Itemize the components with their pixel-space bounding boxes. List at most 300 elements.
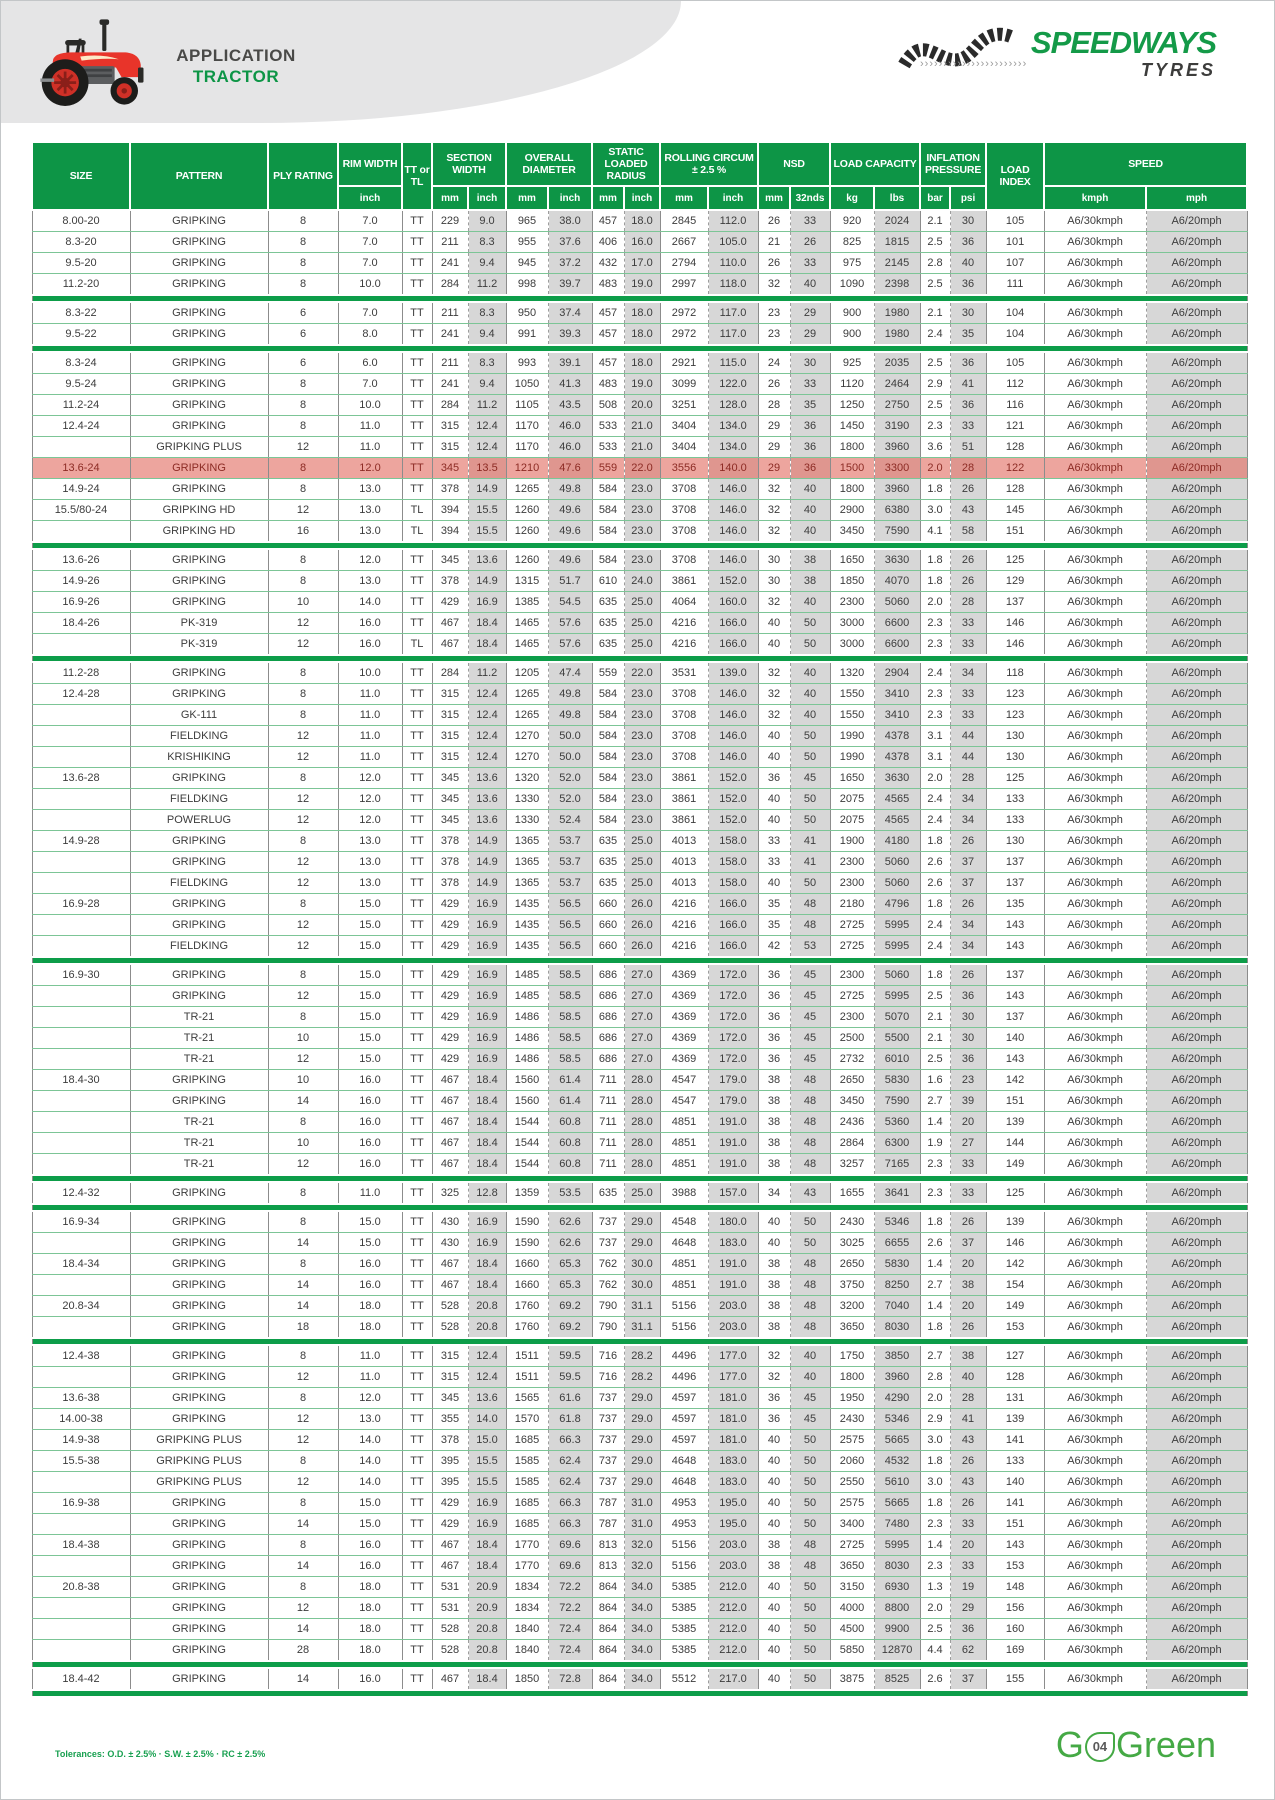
cell: 166.0 [708, 936, 758, 958]
cell: 378 [432, 831, 468, 852]
page-number: 04 [1092, 1739, 1108, 1754]
cell: 4597 [660, 1409, 708, 1430]
cell [32, 986, 130, 1007]
cell: 11.0 [338, 705, 402, 726]
cell: 5830 [874, 1254, 920, 1275]
cell: 116 [986, 395, 1044, 416]
cell: 50 [790, 873, 830, 894]
cell: 1435 [506, 936, 548, 958]
cell: 8030 [874, 1317, 920, 1339]
cell: 2.0 [920, 768, 950, 789]
cell: 711 [592, 1133, 624, 1154]
cell: 38 [758, 1275, 790, 1296]
cell: 191.0 [708, 1275, 758, 1296]
cell: 8 [268, 1254, 338, 1275]
cell: 3531 [660, 662, 708, 684]
cell: 2667 [660, 232, 708, 253]
cell: TT [402, 458, 432, 479]
cell: 813 [592, 1535, 624, 1556]
cell: 39.7 [548, 274, 592, 296]
unit-rim-inch: inch [338, 186, 402, 210]
cell: 14.9 [468, 571, 506, 592]
cell: A6/30kmph [1044, 705, 1146, 726]
cell: 34 [950, 789, 986, 810]
col-header-pattern: PATTERN [130, 142, 268, 210]
cell: 105 [986, 352, 1044, 374]
cell: 813 [592, 1556, 624, 1577]
cell: 12.4 [468, 705, 506, 726]
cell: 2.5 [920, 1049, 950, 1070]
cell: 1315 [506, 571, 548, 592]
cell: 12 [268, 1367, 338, 1388]
cell: GRIPKING [130, 1409, 268, 1430]
cell: 20.8 [468, 1296, 506, 1317]
cell: TR-21 [130, 1028, 268, 1049]
cell: 1570 [506, 1409, 548, 1430]
cell: 112.0 [708, 210, 758, 232]
cell: 13.0 [338, 831, 402, 852]
cell: 711 [592, 1070, 624, 1091]
cell: 2300 [830, 852, 874, 873]
cell: A6/30kmph [1044, 1514, 1146, 1535]
cell: A6/20mph [1146, 253, 1247, 274]
cell: TR-21 [130, 1154, 268, 1176]
cell: 152.0 [708, 789, 758, 810]
cell: 920 [830, 210, 874, 232]
cell: A6/30kmph [1044, 302, 1146, 324]
cell: 48 [790, 894, 830, 915]
cell: 16.9 [468, 1233, 506, 1254]
cell: 4378 [874, 726, 920, 747]
cell: 1770 [506, 1535, 548, 1556]
cell: 4597 [660, 1388, 708, 1409]
cell: 8 [268, 1345, 338, 1367]
cell: TT [402, 479, 432, 500]
cell: 1.8 [920, 1211, 950, 1233]
cell: 8.0 [338, 324, 402, 346]
cell: A6/20mph [1146, 324, 1247, 346]
cell: A6/20mph [1146, 1367, 1247, 1388]
cell: 33 [950, 1154, 986, 1176]
cell: 12 [268, 852, 338, 873]
cell: 16.0 [338, 613, 402, 634]
cell: 148 [986, 1577, 1044, 1598]
cell: 737 [592, 1409, 624, 1430]
cell: 9.4 [468, 253, 506, 274]
cell [32, 1233, 130, 1254]
cell: TT [402, 1233, 432, 1254]
table-row [32, 768, 1247, 789]
cell: 11.0 [338, 1345, 402, 1367]
cell: TT [402, 1493, 432, 1514]
cell: 1585 [506, 1451, 548, 1472]
cell: 2900 [830, 500, 874, 521]
cell: TL [402, 634, 432, 656]
cell: 50 [790, 1619, 830, 1640]
table-row [32, 1275, 1247, 1296]
cell [32, 1317, 130, 1339]
cell: 1990 [830, 726, 874, 747]
cell: 15.5 [468, 521, 506, 543]
cell: 4547 [660, 1091, 708, 1112]
cell: 7590 [874, 1091, 920, 1112]
cell: A6/30kmph [1044, 1668, 1146, 1690]
cell: 8 [268, 395, 338, 416]
cell: 25.0 [624, 592, 660, 613]
cell: 18.4 [468, 1254, 506, 1275]
cell: A6/20mph [1146, 274, 1247, 296]
cell: 241 [432, 324, 468, 346]
cell: 229 [432, 210, 468, 232]
cell: 2060 [830, 1451, 874, 1472]
cell: 16.0 [338, 1275, 402, 1296]
cell: 40 [758, 1233, 790, 1254]
cell: 30 [758, 571, 790, 592]
cell: 137 [986, 852, 1044, 873]
cell: 12 [268, 810, 338, 831]
cell: 508 [592, 395, 624, 416]
cell: 3641 [874, 1182, 920, 1204]
cell: 183.0 [708, 1233, 758, 1254]
cell: 36 [950, 352, 986, 374]
cell: 610 [592, 571, 624, 592]
cell: 2.7 [920, 1345, 950, 1367]
cell: 151 [986, 521, 1044, 543]
application-value: TRACTOR [192, 67, 280, 87]
cell: 27.0 [624, 1049, 660, 1070]
cell: 29 [758, 416, 790, 437]
cell: 40 [758, 726, 790, 747]
cell: 172.0 [708, 1049, 758, 1070]
cell: 146.0 [708, 549, 758, 571]
cell: 37 [950, 873, 986, 894]
cell: 16.9-28 [32, 894, 130, 915]
cell: 2.4 [920, 662, 950, 684]
cell: 2300 [830, 1007, 874, 1028]
unit-nsd-32nds: 32nds [790, 186, 830, 210]
cell: 72.2 [548, 1598, 592, 1619]
table-row [32, 1296, 1247, 1317]
cell: 1050 [506, 374, 548, 395]
cell: 8 [268, 571, 338, 592]
cell: 12.4 [468, 1367, 506, 1388]
cell: 9.4 [468, 374, 506, 395]
cell: 13.6 [468, 810, 506, 831]
cell: 635 [592, 873, 624, 894]
cell: 5385 [660, 1640, 708, 1662]
cell: 9900 [874, 1619, 920, 1640]
cell: 16.9-30 [32, 964, 130, 986]
cell: A6/20mph [1146, 592, 1247, 613]
cell: 14.0 [338, 1451, 402, 1472]
cell: 4378 [874, 747, 920, 768]
cell: 15.0 [338, 1233, 402, 1254]
cell: GRIPKING [130, 592, 268, 613]
cell: 686 [592, 1049, 624, 1070]
cell: A6/20mph [1146, 1211, 1247, 1233]
cell: A6/20mph [1146, 1556, 1247, 1577]
cell [32, 1028, 130, 1049]
cell: 18.0 [624, 210, 660, 232]
cell: GRIPKING PLUS [130, 1451, 268, 1472]
cell: 6655 [874, 1233, 920, 1254]
cell: 27.0 [624, 964, 660, 986]
cell: 16.9 [468, 964, 506, 986]
cell: 2.4 [920, 789, 950, 810]
cell: A6/30kmph [1044, 374, 1146, 395]
cell: A6/20mph [1146, 747, 1247, 768]
cell: 37 [950, 1668, 986, 1690]
cell: 13.6-26 [32, 549, 130, 571]
table-row [32, 1182, 1247, 1204]
cell: 3.1 [920, 726, 950, 747]
cell: 1685 [506, 1493, 548, 1514]
cell: 8 [268, 1535, 338, 1556]
cell: 24 [758, 352, 790, 374]
cell: 9.5-24 [32, 374, 130, 395]
cell: 15.0 [338, 986, 402, 1007]
cell: TR-21 [130, 1133, 268, 1154]
cell: 155 [986, 1668, 1044, 1690]
cell: 5156 [660, 1556, 708, 1577]
cell: 13.6-24 [32, 458, 130, 479]
cell: 2650 [830, 1070, 874, 1091]
unit-section-inch: inch [468, 186, 506, 210]
cell: 13.6-28 [32, 768, 130, 789]
cell: A6/30kmph [1044, 210, 1146, 232]
cell: 16.9 [468, 1028, 506, 1049]
cell: 790 [592, 1296, 624, 1317]
cell: 40 [758, 1668, 790, 1690]
cell: 345 [432, 789, 468, 810]
cell: 166.0 [708, 634, 758, 656]
cell: 130 [986, 831, 1044, 852]
cell: 467 [432, 1668, 468, 1690]
cell: PK-319 [130, 634, 268, 656]
cell: 430 [432, 1211, 468, 1233]
cell: 34 [950, 915, 986, 936]
cell: TT [402, 1577, 432, 1598]
cell: 975 [830, 253, 874, 274]
cell: 3861 [660, 768, 708, 789]
cell: 50 [790, 1493, 830, 1514]
cell: 40 [758, 747, 790, 768]
cell: 29 [790, 324, 830, 346]
cell: 394 [432, 500, 468, 521]
cell: 2.4 [920, 324, 950, 346]
cell: A6/20mph [1146, 1317, 1247, 1339]
cell: 1650 [830, 549, 874, 571]
cell: 584 [592, 549, 624, 571]
cell: 584 [592, 521, 624, 543]
cell: 26 [950, 964, 986, 986]
cell: 137 [986, 592, 1044, 613]
cell: 40 [950, 253, 986, 274]
cell: TT [402, 1430, 432, 1451]
cell: 467 [432, 1535, 468, 1556]
cell: 6 [268, 352, 338, 374]
cell: 45 [790, 1007, 830, 1028]
cell: 110.0 [708, 253, 758, 274]
cell: 69.2 [548, 1317, 592, 1339]
cell: 8 [268, 274, 338, 296]
cell [32, 1619, 130, 1640]
cell: 1500 [830, 458, 874, 479]
group-separator [32, 542, 1247, 549]
cell: A6/20mph [1146, 789, 1247, 810]
cell: 10 [268, 1133, 338, 1154]
unit-section-mm: mm [432, 186, 468, 210]
cell: 345 [432, 768, 468, 789]
cell: GRIPKING HD [130, 500, 268, 521]
cell: TR-21 [130, 1007, 268, 1028]
cell: 12 [268, 915, 338, 936]
cell: 34.0 [624, 1577, 660, 1598]
cell: 142 [986, 1070, 1044, 1091]
cell: 787 [592, 1514, 624, 1535]
cell: 864 [592, 1619, 624, 1640]
table-row [32, 915, 1247, 936]
cell: 325 [432, 1182, 468, 1204]
cell: 467 [432, 1112, 468, 1133]
cell: 2.1 [920, 1007, 950, 1028]
cell: 12.4-28 [32, 684, 130, 705]
cell: 36 [950, 1049, 986, 1070]
cell: 7.0 [338, 232, 402, 253]
cell: GRIPKING [130, 986, 268, 1007]
cell: 429 [432, 964, 468, 986]
cell: 28 [758, 395, 790, 416]
cell: 123 [986, 684, 1044, 705]
cell: 40 [758, 1640, 790, 1662]
cell: 72.2 [548, 1577, 592, 1598]
cell: 32 [758, 521, 790, 543]
cell: 2145 [874, 253, 920, 274]
cell: 49.8 [548, 705, 592, 726]
cell: A6/20mph [1146, 1668, 1247, 1690]
cell: 3630 [874, 768, 920, 789]
cell: 3099 [660, 374, 708, 395]
cell: 955 [506, 232, 548, 253]
cell: 14.9 [468, 831, 506, 852]
cell: 3556 [660, 458, 708, 479]
cell: A6/20mph [1146, 1112, 1247, 1133]
cell: 36 [950, 232, 986, 253]
cell: 143 [986, 1049, 1044, 1070]
cell: 11.0 [338, 747, 402, 768]
cell: 23.0 [624, 479, 660, 500]
cell: 5385 [660, 1577, 708, 1598]
cell: 26.0 [624, 894, 660, 915]
cell: 58.5 [548, 1028, 592, 1049]
cell: 3410 [874, 684, 920, 705]
cell: 2024 [874, 210, 920, 232]
cell: 3650 [830, 1556, 874, 1577]
cell: 50 [790, 1233, 830, 1254]
cell: A6/30kmph [1044, 571, 1146, 592]
cell: 1365 [506, 831, 548, 852]
cell: TT [402, 726, 432, 747]
cell: 146.0 [708, 747, 758, 768]
col-header-section-width: SECTION WIDTH [432, 142, 506, 186]
cell: 18.4 [468, 1556, 506, 1577]
cell: 18.4 [468, 634, 506, 656]
cell: 133 [986, 789, 1044, 810]
cell: A6/20mph [1146, 613, 1247, 634]
cell: 18 [268, 1317, 338, 1339]
cell: 4565 [874, 789, 920, 810]
cell: 1.8 [920, 1493, 950, 1514]
cell: 925 [830, 352, 874, 374]
cell: GRIPKING [130, 1514, 268, 1535]
cell: 2300 [830, 964, 874, 986]
cell: 467 [432, 1254, 468, 1275]
cell: 140.0 [708, 458, 758, 479]
cell: 181.0 [708, 1409, 758, 1430]
cell: 27.0 [624, 1007, 660, 1028]
cell: 315 [432, 726, 468, 747]
cell: 117.0 [708, 302, 758, 324]
cell [32, 936, 130, 958]
cell: 2725 [830, 986, 874, 1007]
cell: 154 [986, 1275, 1044, 1296]
table-row [32, 810, 1247, 831]
cell: 4496 [660, 1367, 708, 1388]
cell: 50 [790, 1430, 830, 1451]
cell: 153 [986, 1556, 1044, 1577]
cell: A6/30kmph [1044, 1254, 1146, 1275]
cell: 29.0 [624, 1409, 660, 1430]
cell: 8.3 [468, 352, 506, 374]
cell: 2.6 [920, 1233, 950, 1254]
cell: 48 [790, 1091, 830, 1112]
cell: 1.6 [920, 1070, 950, 1091]
cell: 3404 [660, 416, 708, 437]
cell: 172.0 [708, 986, 758, 1007]
cell: 18.4-30 [32, 1070, 130, 1091]
cell: 128 [986, 1367, 1044, 1388]
cell: 53 [790, 936, 830, 958]
cell: 12 [268, 789, 338, 810]
cell: 15.0 [338, 1493, 402, 1514]
cell: 32 [758, 479, 790, 500]
cell: 711 [592, 1091, 624, 1112]
cell: 2.3 [920, 684, 950, 705]
cell: 3960 [874, 437, 920, 458]
cell: TT [402, 1472, 432, 1493]
cell: 1090 [830, 274, 874, 296]
cell: 12.4 [468, 747, 506, 768]
cell: 1105 [506, 395, 548, 416]
cell [32, 634, 130, 656]
cell: TT [402, 662, 432, 684]
cell: A6/30kmph [1044, 1640, 1146, 1662]
cell: A6/30kmph [1044, 500, 1146, 521]
cell: 35 [758, 894, 790, 915]
cell: 864 [592, 1598, 624, 1619]
cell: 3875 [830, 1668, 874, 1690]
cell: A6/20mph [1146, 915, 1247, 936]
cell [32, 747, 130, 768]
cell: 13.0 [338, 500, 402, 521]
cell: 23.0 [624, 684, 660, 705]
cell: 72.4 [548, 1640, 592, 1662]
cell: 1260 [506, 549, 548, 571]
cell: 2.5 [920, 1619, 950, 1640]
cell: TT [402, 852, 432, 873]
cell: 8525 [874, 1668, 920, 1690]
cell: 23.0 [624, 768, 660, 789]
